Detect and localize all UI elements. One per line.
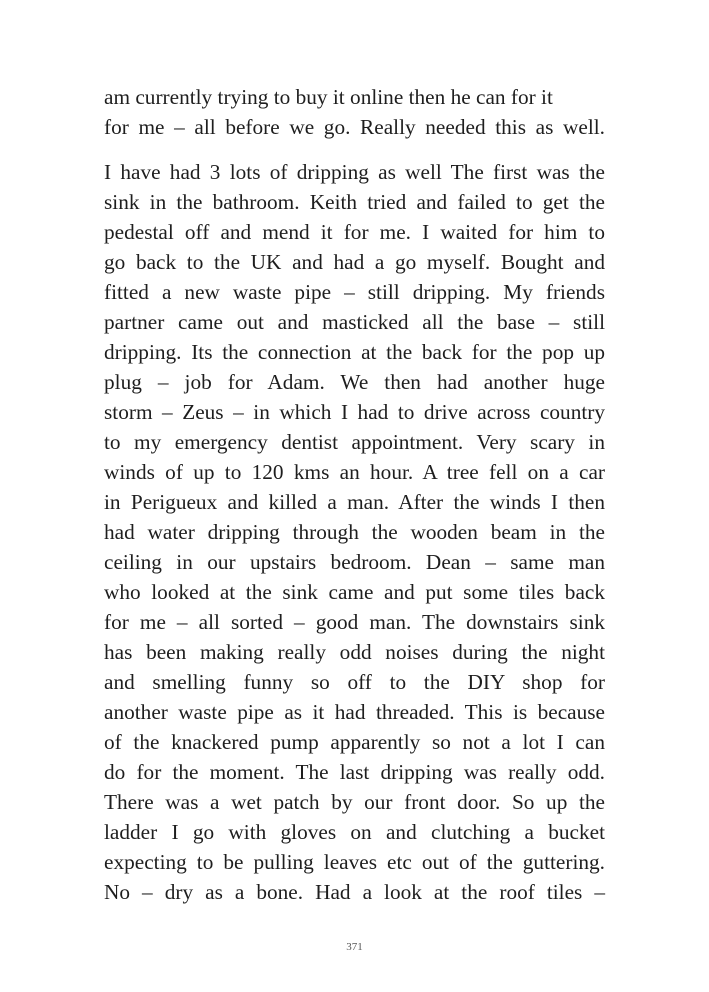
text-line: winds of up to 120 kms an hour. A tree fell on a car <box>104 460 605 484</box>
text-line: plug – job for Adam. We then had another huge <box>104 370 605 394</box>
text-line: and smelling funny so off to the DIY shop for <box>104 670 605 694</box>
text-line: another waste pipe as it had threaded. This is because <box>104 700 605 724</box>
text-line: I have had 3 lots of dripping as well The first was the <box>104 160 605 184</box>
text-line: go back to the UK and had a go myself. Bought and <box>104 250 605 274</box>
text-line: No – dry as a bone. Had a look at the roof tiles – <box>104 880 605 904</box>
page-number: 371 <box>346 941 363 953</box>
text-line: do for the moment. The last dripping was really odd. <box>104 760 605 784</box>
paragraph-continuation <box>104 82 605 142</box>
text-line: dripping. Its the connection at the back for the pop up <box>104 340 605 364</box>
text-line: who looked at the sink came and put some tiles back <box>104 580 605 604</box>
text-line: ceiling in our upstairs bedroom. Dean – same man <box>104 550 605 574</box>
text-line: expecting to be pulling leaves etc out of the guttering. <box>104 850 605 874</box>
text-line: has been making really odd noises during the night <box>104 640 605 664</box>
text-line: to my emergency dentist appointment. Very scary in <box>104 430 605 454</box>
text-line: sink in the bathroom. Keith tried and failed to get the <box>104 190 605 214</box>
text-line: storm – Zeus – in which I had to drive across country <box>104 400 605 424</box>
text-line: of the knackered pump apparently so not a lot I can <box>104 730 605 754</box>
text-line: pedestal off and mend it for me. I waited for him to <box>104 220 605 244</box>
text-line: am currently trying to buy it online then he can for it <box>104 85 553 109</box>
text-line: There was a wet patch by our front door. So up the <box>104 790 605 814</box>
text-line: partner came out and masticked all the base – still <box>104 310 605 334</box>
paragraph-dripping <box>104 157 605 907</box>
text-line: for me – all before we go. Really needed this as well. <box>104 115 605 139</box>
text-line: fitted a new waste pipe – still dripping. My friends <box>104 280 605 304</box>
text-line: in Perigueux and killed a man. After the winds I then <box>104 490 605 514</box>
text-line: ladder I go with gloves on and clutching a bucket <box>104 820 605 844</box>
text-line: had water dripping through the wooden beam in the <box>104 520 605 544</box>
text-line: for me – all sorted – good man. The downstairs sink <box>104 610 605 634</box>
